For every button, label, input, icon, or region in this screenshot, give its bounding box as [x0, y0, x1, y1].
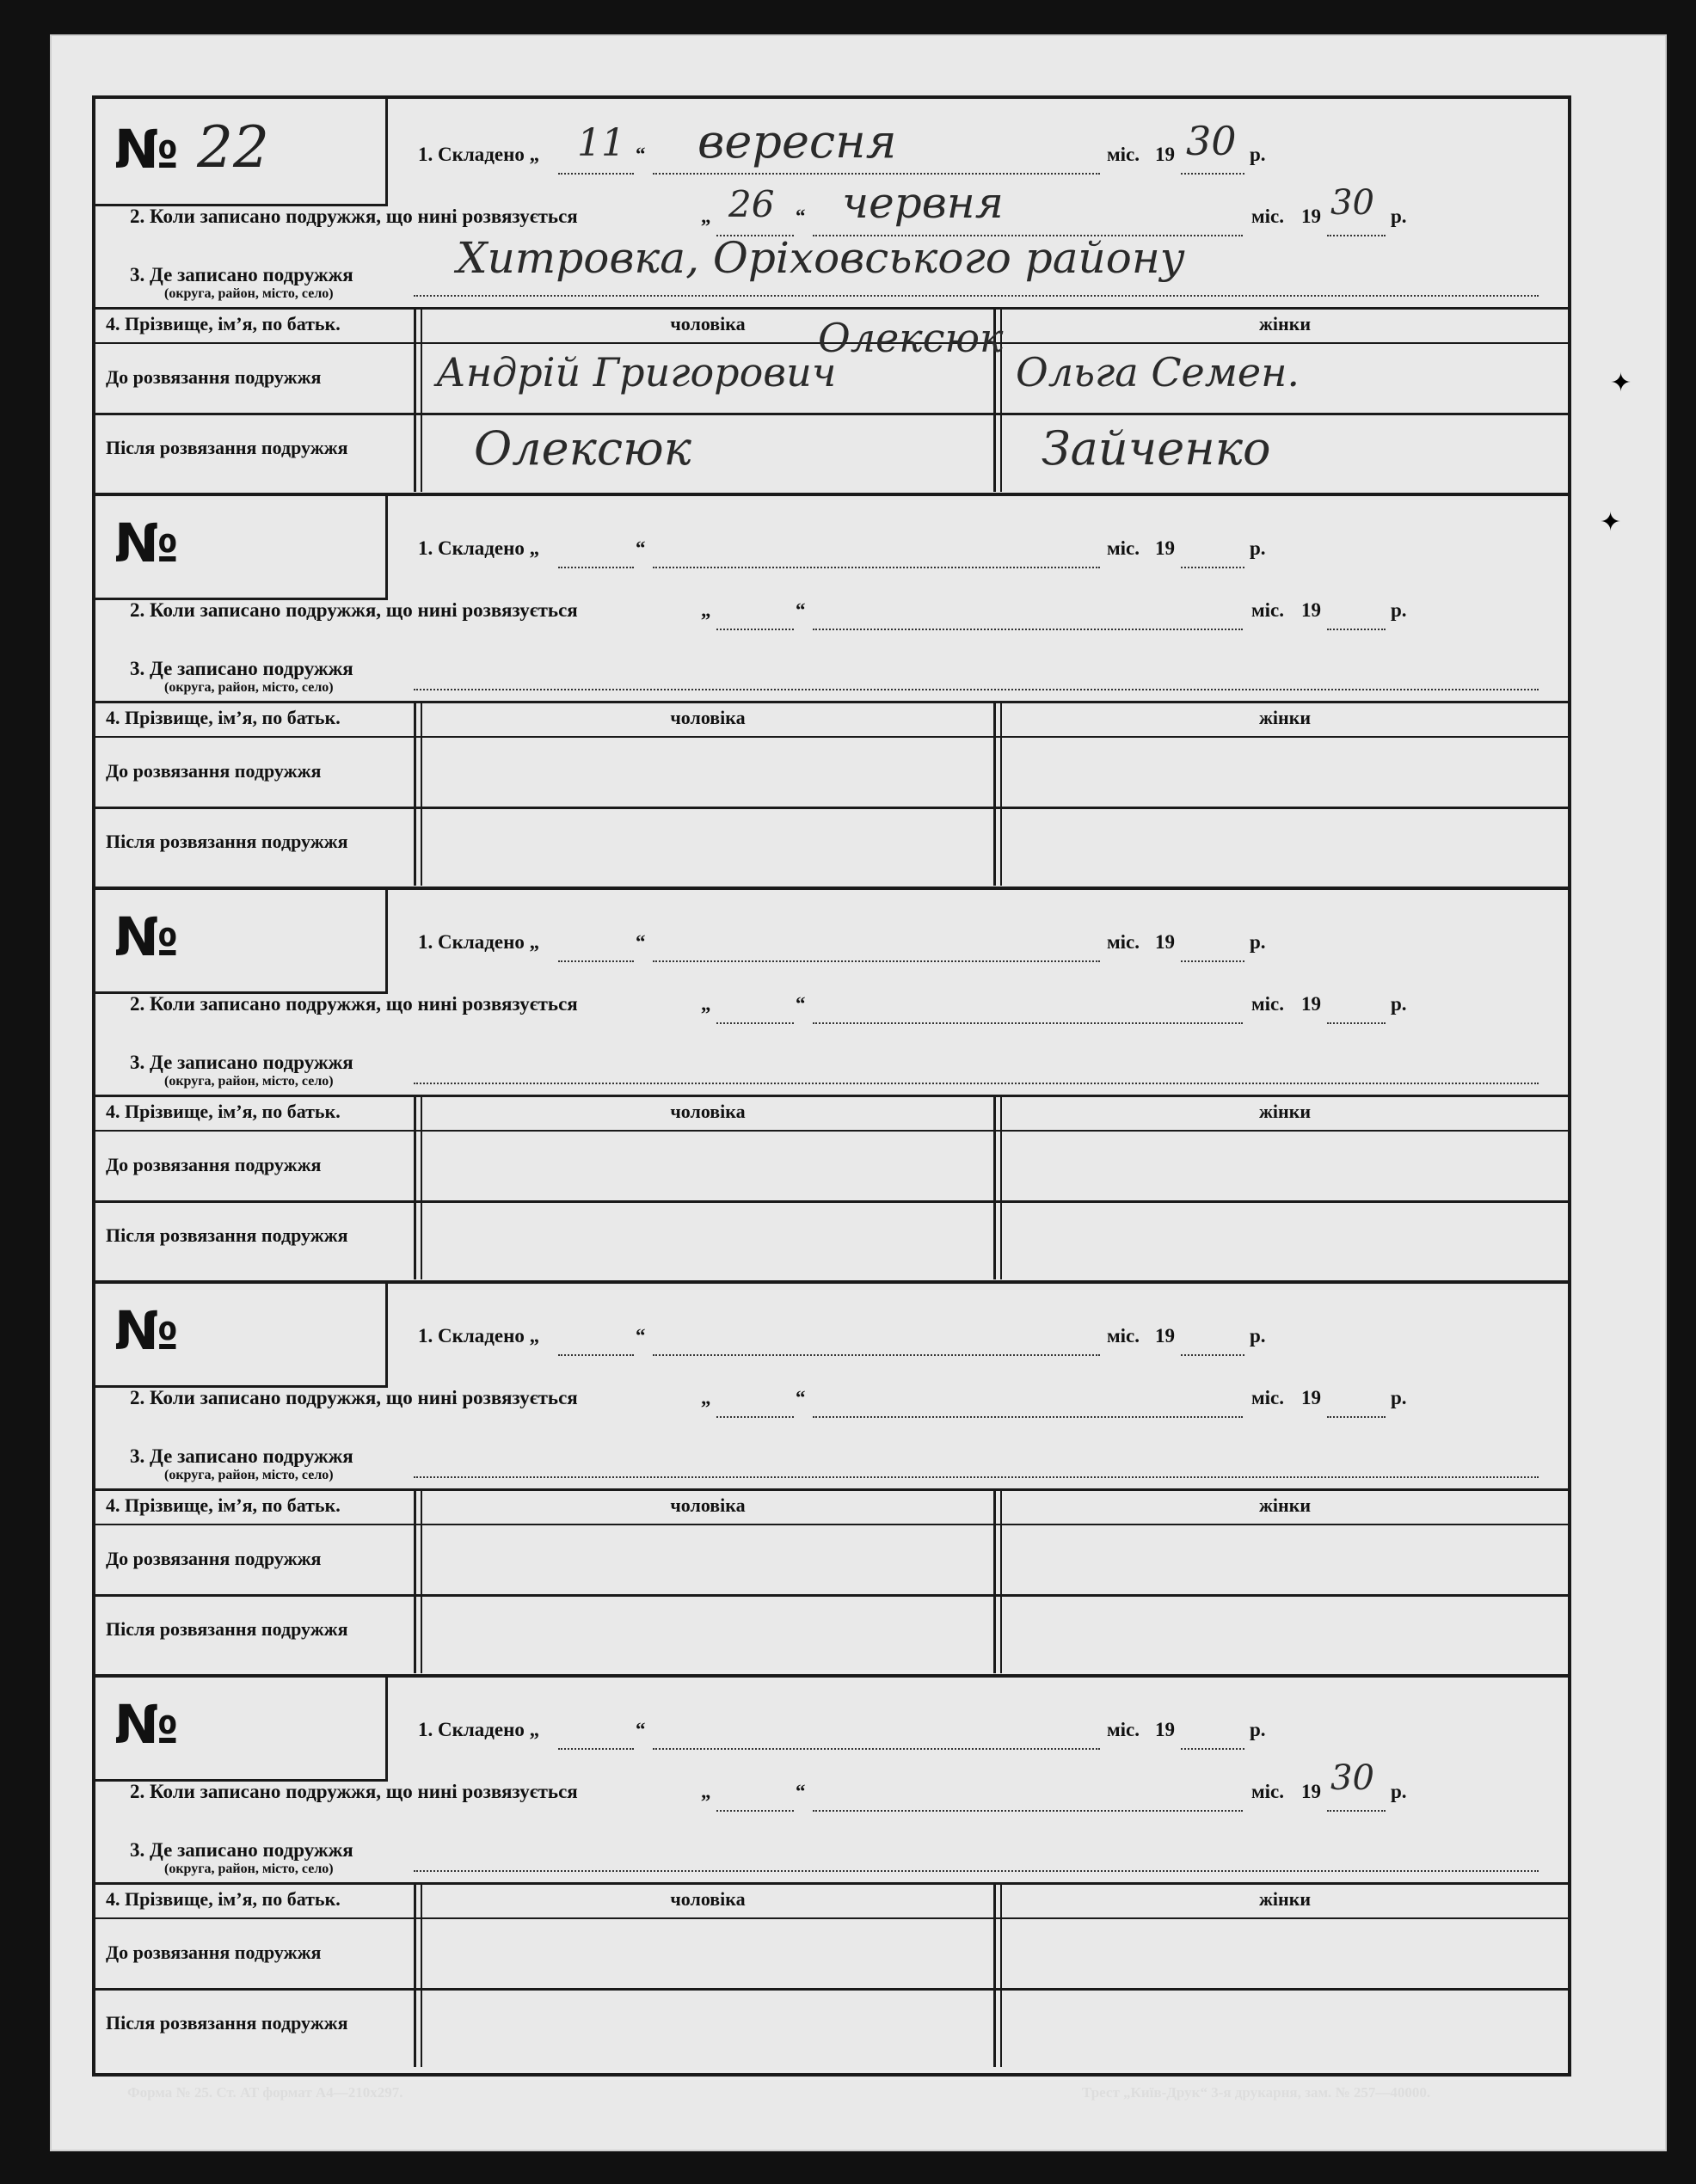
wife-column-header: жінки	[1258, 707, 1312, 728]
q1-month-label: міс.	[1107, 537, 1140, 559]
q1-day-field[interactable]	[558, 1327, 634, 1356]
record-header	[95, 493, 1568, 701]
q2-year-suffix: р.	[1391, 1387, 1407, 1408]
q1-label: 1. Складено	[418, 931, 525, 953]
names-table	[95, 701, 1568, 886]
q1-label: 1. Складено	[418, 537, 525, 559]
q2-close-quote: “	[796, 993, 806, 1015]
wife-column-header: жінки	[1258, 1101, 1312, 1122]
q2-day-field[interactable]	[716, 1389, 794, 1418]
husband-before-name: Андрій Григорович	[436, 349, 837, 396]
q1-year-suffix: р.	[1250, 1325, 1266, 1347]
q1-day-field[interactable]	[558, 1721, 634, 1750]
record-separator	[95, 1674, 1568, 1678]
q1-label: 1. Складено	[418, 1325, 525, 1347]
husband-column-header: чоловіка	[670, 1494, 746, 1516]
record-number-box	[95, 99, 388, 206]
row-before-label: До розвязання подружжя	[106, 1154, 322, 1175]
q1-open-quote: „	[529, 931, 540, 953]
number-label: №	[114, 905, 177, 968]
q2-year-suffix: р.	[1391, 1781, 1407, 1802]
footer-form-number: Форма № 25. Ст. АТ формат А4—210х297.	[127, 2084, 403, 2101]
q2-month-label: міс.	[1251, 1781, 1285, 1802]
record-number-box	[95, 493, 388, 600]
q1-month-label: міс.	[1107, 1719, 1140, 1740]
q3-sublabel: (округа, район, місто, село)	[164, 680, 334, 695]
q2-year-prefix: 19	[1301, 599, 1321, 621]
q2-month-label: міс.	[1251, 1387, 1285, 1408]
q2-month-field[interactable]	[813, 995, 1243, 1024]
row-after-label: Після розвязання подружжя	[106, 831, 348, 852]
row-before-label: До розвязання подружжя	[106, 760, 322, 782]
names-table	[95, 1095, 1568, 1279]
q1-year-suffix: р.	[1250, 931, 1266, 953]
divorce-record	[95, 886, 1568, 1246]
q2-open-quote: „	[701, 206, 711, 227]
q2-label: 2. Коли записано подружжя, що нині розвязується	[130, 1781, 578, 1802]
q2-year-suffix: р.	[1391, 206, 1407, 227]
record-separator	[95, 493, 1568, 496]
wife-after-name: Зайченко	[1042, 421, 1271, 475]
row-after-label: Після розвязання подружжя	[106, 1618, 348, 1640]
q2-day-field[interactable]	[716, 995, 794, 1024]
wife-column-header: жінки	[1258, 313, 1312, 334]
q1-year-prefix: 19	[1155, 1325, 1175, 1347]
q1-year-suffix: р.	[1250, 537, 1266, 559]
q4-label: 4. Прізвище, ім’я, по батьк.	[106, 1101, 341, 1122]
q4-label: 4. Прізвище, ім’я, по батьк.	[106, 1494, 341, 1516]
q2-year-field[interactable]	[1327, 995, 1386, 1024]
q2-year-prefix: 19	[1301, 993, 1321, 1015]
q2-month-field[interactable]	[813, 1782, 1243, 1812]
q1-year-suffix: р.	[1250, 1719, 1266, 1740]
q3-label: 3. Де записано подружжя	[130, 658, 353, 679]
q3-sublabel: (округа, район, місто, село)	[164, 1862, 334, 1876]
q2-close-quote: “	[796, 1387, 806, 1408]
q1-year-prefix: 19	[1155, 537, 1175, 559]
q3-label: 3. Де записано подружжя	[130, 1052, 353, 1073]
q1-label: 1. Складено	[418, 1719, 525, 1740]
husband-column-header: чоловіка	[670, 313, 746, 334]
divorce-record	[95, 1280, 1568, 1640]
row-before-label: До розвязання подружжя	[106, 1942, 322, 1963]
q2-day-field[interactable]	[716, 601, 794, 630]
row-after-label: Після розвязання подружжя	[106, 1224, 348, 1246]
q2-label: 2. Коли записано подружжя, що нині розвязується	[130, 993, 578, 1015]
divorce-record	[95, 99, 1568, 475]
q2-month-label: міс.	[1251, 599, 1285, 621]
q3-sublabel: (округа, район, місто, село)	[164, 1468, 334, 1482]
q2-open-quote: „	[701, 993, 711, 1015]
q2-day-value: 26	[728, 183, 775, 225]
binding-mark: ✦	[1610, 369, 1632, 397]
q2-year-suffix: р.	[1391, 599, 1407, 621]
q3-sublabel: (округа, район, місто, село)	[164, 286, 334, 301]
q2-close-quote: “	[796, 1781, 806, 1802]
q3-place-value: Хитровка, Оріховського району	[457, 233, 1185, 283]
record-header	[95, 1674, 1568, 1882]
wife-column-header: жінки	[1258, 1494, 1312, 1516]
q3-label: 3. Де записано подружжя	[130, 1839, 353, 1861]
q1-line	[418, 144, 539, 166]
q1-close-quote: “	[636, 931, 646, 953]
number-label: №	[114, 1299, 177, 1362]
q1-year-prefix: 19	[1155, 1719, 1175, 1740]
q1-day-field[interactable]	[558, 933, 634, 962]
q1-label: 1. Складено	[418, 144, 525, 165]
q1-open-quote: „	[529, 537, 540, 559]
q2-year-value: 30	[1330, 1758, 1374, 1798]
record-number-box	[95, 1280, 388, 1388]
q1-month-label: міс.	[1107, 931, 1140, 953]
record-separator	[95, 886, 1568, 890]
q3-place-field[interactable]	[414, 1449, 1539, 1478]
q1-year-value: 30	[1186, 118, 1237, 164]
q3-sublabel: (округа, район, місто, село)	[164, 1074, 334, 1089]
q3-place-field[interactable]	[414, 1843, 1539, 1872]
number-label: №	[114, 1693, 177, 1756]
record-number-box	[95, 1674, 388, 1782]
q2-label: 2. Коли записано подружжя, що нині розвязується	[130, 1387, 578, 1408]
q2-open-quote: „	[701, 1781, 711, 1802]
q1-month-label: міс.	[1107, 144, 1140, 165]
q2-year-suffix: р.	[1391, 993, 1407, 1015]
q1-year-prefix: 19	[1155, 144, 1175, 165]
husband-column-header: чоловіка	[670, 707, 746, 728]
q2-month-value: червня	[842, 178, 1004, 228]
q1-line	[418, 931, 539, 954]
q2-year-prefix: 19	[1301, 206, 1321, 227]
q2-label: 2. Коли записано подружжя, що нині розвязується	[130, 599, 578, 621]
q3-label: 3. Де записано подружжя	[130, 264, 353, 285]
record-header	[95, 886, 1568, 1095]
husband-column-header: чоловіка	[670, 1101, 746, 1122]
q2-close-quote: “	[796, 599, 806, 621]
q1-year-prefix: 19	[1155, 931, 1175, 953]
names-table	[95, 307, 1568, 492]
q2-year-prefix: 19	[1301, 1387, 1321, 1408]
q2-day-field[interactable]	[716, 1782, 794, 1812]
names-table	[95, 1882, 1568, 2067]
wife-column-header: жінки	[1258, 1888, 1312, 1910]
number-label: №	[114, 118, 177, 181]
names-table	[95, 1488, 1568, 1673]
q1-month-field[interactable]	[653, 1327, 1100, 1356]
husband-column-header: чоловіка	[670, 1888, 746, 1910]
q2-label: 2. Коли записано подружжя, що нині розвязується	[130, 206, 578, 227]
q3-label: 3. Де записано подружжя	[130, 1445, 353, 1467]
row-after-label: Після розвязання подружжя	[106, 2012, 348, 2034]
record-header	[95, 99, 1568, 307]
q2-month-field[interactable]	[813, 601, 1243, 630]
q1-month-value: вересня	[697, 114, 897, 169]
q1-line	[418, 1719, 539, 1741]
q1-close-quote: “	[636, 1719, 646, 1740]
q2-month-label: міс.	[1251, 993, 1285, 1015]
q1-day-field[interactable]	[558, 539, 634, 568]
q2-year-field[interactable]	[1327, 601, 1386, 630]
q4-label: 4. Прізвище, ім’я, по батьк.	[106, 707, 341, 728]
q2-close-quote: “	[796, 206, 806, 227]
number-label: №	[114, 512, 177, 574]
q2-year-value: 30	[1330, 183, 1374, 223]
q3-place-field[interactable]	[414, 1055, 1539, 1084]
q2-year-field[interactable]	[1327, 1389, 1386, 1418]
q1-close-quote: “	[636, 1325, 646, 1347]
q2-open-quote: „	[701, 1387, 711, 1408]
row-after-label: Після розвязання подружжя	[106, 437, 348, 458]
q1-year-suffix: р.	[1250, 144, 1266, 165]
footer-printer: Трест „Київ-Друк“ 3-я друкарня, зам. № 257—40000.	[1082, 2084, 1431, 2101]
q1-year-field[interactable]	[1181, 1721, 1244, 1750]
record-number: 22	[197, 114, 269, 181]
q1-close-quote: “	[636, 144, 646, 165]
q1-year-field[interactable]	[1181, 539, 1244, 568]
q1-year-field[interactable]	[1181, 1327, 1244, 1356]
divorce-record	[95, 493, 1568, 852]
q1-month-field[interactable]	[653, 539, 1100, 568]
q1-line	[418, 1325, 539, 1347]
q1-open-quote: „	[529, 1325, 540, 1347]
q2-month-field[interactable]	[813, 1389, 1243, 1418]
q1-year-field[interactable]	[1181, 933, 1244, 962]
row-before-label: До розвязання подружжя	[106, 366, 322, 388]
record-separator	[95, 1280, 1568, 1284]
q1-open-quote: „	[529, 1719, 540, 1740]
form-frame	[92, 95, 1571, 2077]
q4-label: 4. Прізвище, ім’я, по батьк.	[106, 1888, 341, 1910]
record-header	[95, 1280, 1568, 1488]
divorce-record	[95, 1674, 1568, 2034]
q1-month-field[interactable]	[653, 933, 1100, 962]
q1-month-label: міс.	[1107, 1325, 1140, 1347]
wife-before-name: Ольга Семен.	[1016, 349, 1300, 396]
q2-month-label: міс.	[1251, 206, 1285, 227]
q1-open-quote: „	[529, 144, 540, 165]
q3-place-field[interactable]	[414, 661, 1539, 690]
husband-after-name: Олексюк	[474, 421, 691, 475]
q2-year-prefix: 19	[1301, 1781, 1321, 1802]
row-before-label: До розвязання подружжя	[106, 1548, 322, 1569]
q1-line	[418, 537, 539, 560]
q1-day-value: 11	[577, 121, 625, 165]
record-number-box	[95, 886, 388, 994]
binding-mark: ✦	[1600, 508, 1622, 537]
q1-month-field[interactable]	[653, 1721, 1100, 1750]
q2-open-quote: „	[701, 599, 711, 621]
q4-label: 4. Прізвище, ім’я, по батьк.	[106, 313, 341, 334]
husband-before-surname: Олексюк	[818, 315, 1004, 361]
q1-close-quote: “	[636, 537, 646, 559]
